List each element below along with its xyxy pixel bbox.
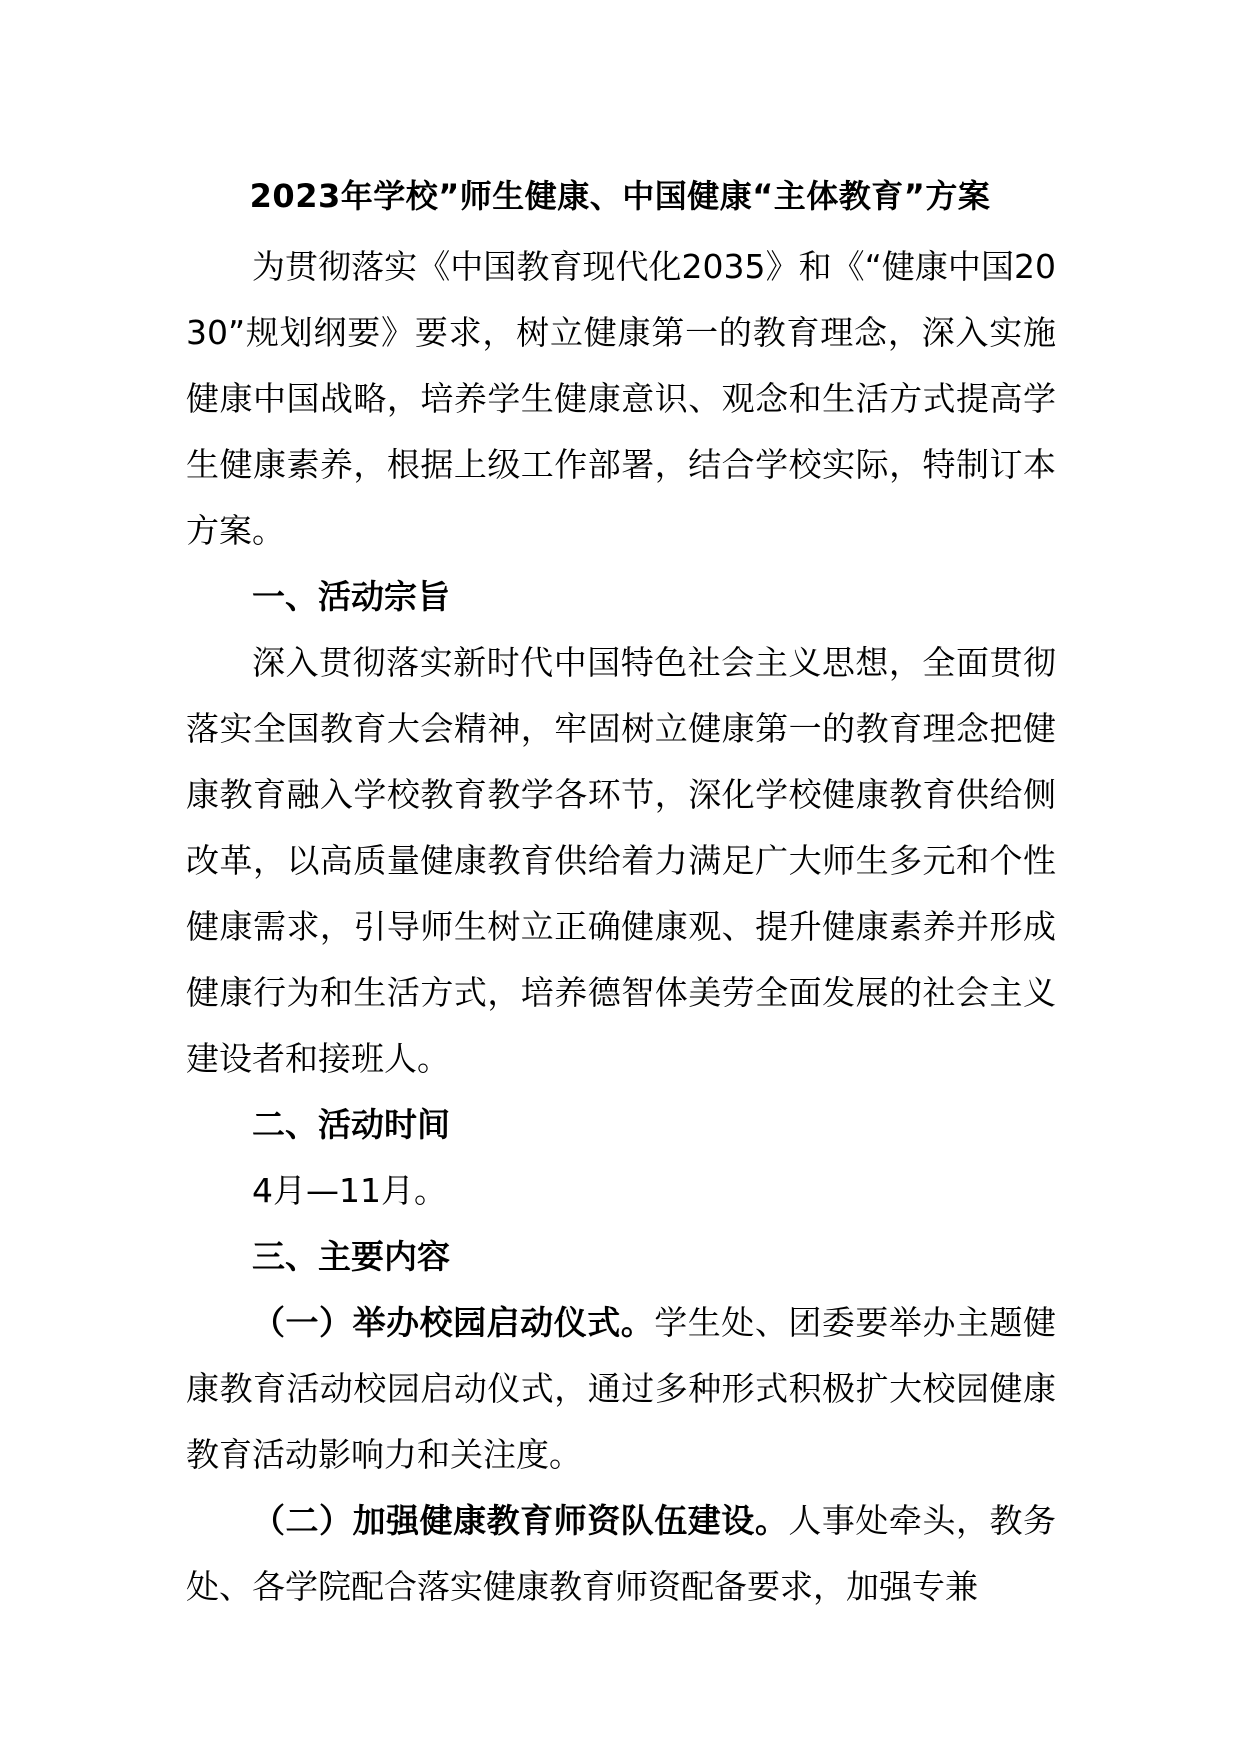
- purpose-paragraph: 深入贯彻落实新时代中国特色社会主义思想，全面贯彻落实全国教育大会精神，牢固树立健康第一的教育理念把健康教育融入学校教育教学各环节，深化学校健康教育供给侧改革，以高质量健康教育供给着力满足广大师生多元和个性健康需求，引导师生树立正确健康观、提升健康素养并形成健康行为和生活方式，培养德智体美劳全面发展的社会主义建设者和接班人。: [186, 643, 1056, 1078]
- content-item-2-body: 人事处牵头，教务处、各学院配合落实健康教育师资配备要求，加强专兼: [186, 1501, 1057, 1606]
- intro-paragraph: 为贯彻落实《中国教育现代化2035》和《“健康中国2030”规划纲要》要求，树立健康第一的教育理念，深入实施健康中国战略，培养学生健康意识、观念和生活方式提高学生健康素养，根据上级工作部署，结合学校实际，特制订本方案。: [186, 247, 1056, 550]
- section-heading-content: 三、主要内容: [252, 1237, 450, 1276]
- content-item-2-heading: （二）加强健康教育师资队伍建设。: [252, 1501, 789, 1540]
- content-item-1-heading: （一）举办校园启动仪式。: [252, 1303, 655, 1342]
- content-item-1-body: 学生处、团委要举办主题健康教育活动校园启动仪式，通过多种形式积极扩大校园健康教育活动影响力和关注度。: [186, 1303, 1057, 1474]
- section-heading-purpose: 一、活动宗旨: [252, 577, 450, 616]
- time-paragraph: 4月—11月。: [252, 1171, 447, 1210]
- section-heading-time: 二、活动时间: [252, 1105, 450, 1144]
- document-body: [186, 234, 1056, 1620]
- document-title: 2023年学校”师生健康、中国健康“主体教育”方案: [249, 177, 991, 215]
- content-item-1: [186, 1290, 1056, 1488]
- content-item-2: [186, 1488, 1056, 1620]
